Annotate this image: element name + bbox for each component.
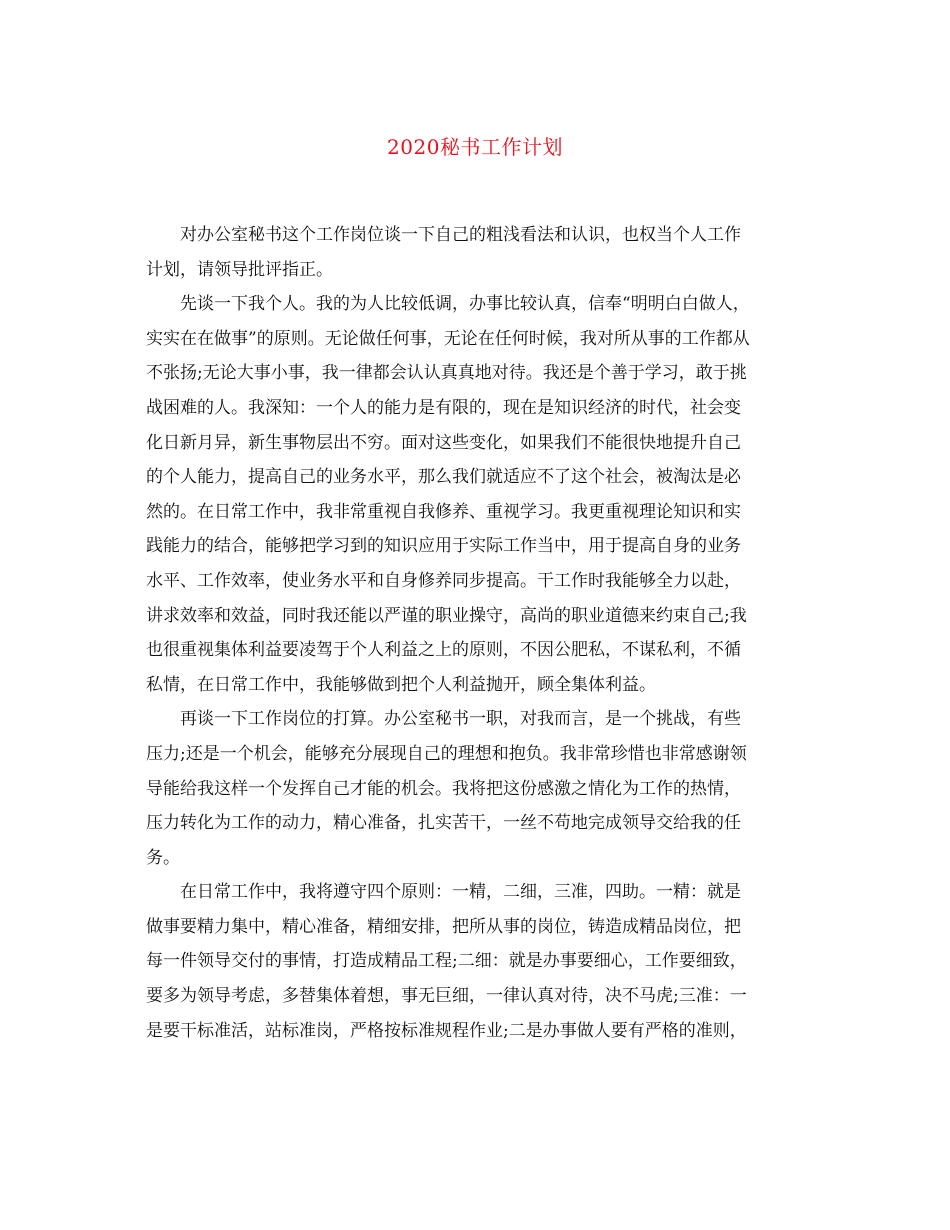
document-body [146,218,806,1048]
paragraph-2 [146,287,806,702]
text-line: 私情，在日常工作中，我能够做到把个人利益抛开，顾全集体利益。 [146,674,656,695]
text-line: 水平、工作效率，使业务水平和自身修养同步提高。干工作时我能够全力以赴， [146,570,741,591]
text-line: 导能给我这样一个发挥自己才能的机会。我将把这份感激之情化为工作的热情， [146,778,741,799]
paragraph-1 [146,218,806,287]
text-line: 化日新月异，新生事物层出不穷。面对这些变化，如果我们不能很快地提升自己 [146,432,741,453]
text-line: 做事要精力集中，精心准备，精细安排，把所从事的岗位，铸造成精品岗位，把 [146,916,741,937]
text-line: 对办公室秘书这个工作岗位谈一下自己的粗浅看法和认识，也权当个人工作 [180,225,741,245]
text-line: 然的。在日常工作中，我非常重视自我修养、重视学习。我更重视理论知识和实 [146,501,741,522]
text-line: 压力;还是一个机会，能够充分展现自己的理想和抱负。我非常珍惜也非常感谢领 [146,743,747,764]
paragraph-3 [146,702,806,875]
text-line: 先谈一下我个人。我的为人比较低调，办事比较认真，信奉“明明白白做人， [180,294,750,315]
text-line: 压力转化为工作的动力，精心准备，扎实苦干，一丝不苟地完成领导交给我的任 [146,813,741,834]
text-line: 也很重视集体利益要凌驾于个人利益之上的原则，不因公肥私，不谋私利，不循 [146,640,741,661]
text-line: 再谈一下工作岗位的打算。办公室秘书一职，对我而言，是一个挑战，有些 [180,709,741,730]
text-line: 要多为领导考虑，多替集体着想，事无巨细，一律认真对待，决不马虎;三准：一 [146,986,747,1007]
text-line: 是要干标准活，站标准岗，严格按标准规程作业;二是办事做人要有严格的准则， [146,1020,747,1041]
text-line: 的个人能力，提高自己的业务水平，那么我们就适应不了这个社会，被淘汰是必 [146,467,741,488]
text-line: 不张扬;无论大事小事，我一律都会认认真真地对待。我还是个善于学习，敢于挑 [146,363,747,384]
paragraph-4 [146,875,806,1048]
text-line: 实实在在做事”的原则。无论做任何事，无论在任何时候，我对所从事的工作都从 [146,328,750,349]
text-line: 践能力的结合，能够把学习到的知识应用于实际工作当中，用于提高自身的业务 [146,536,741,557]
text-line: 每一件领导交付的事情，打造成精品工程;二细：就是办事要细心，工作要细致， [146,951,747,972]
text-line: 讲求效率和效益，同时我还能以严谨的职业操守，高尚的职业道德来约束自己;我 [146,605,747,626]
document-title: 2020秘书工作计划 [387,135,563,159]
text-line: 在日常工作中，我将遵守四个原则：一精，二细，三准，四助。一精：就是 [180,882,741,903]
text-line: 务。 [146,847,180,868]
text-line: 战困难的人。我深知：一个人的能力是有限的，现在是知识经济的时代，社会变 [146,397,741,418]
text-line: 计划，请领导批评指正。 [146,259,333,280]
